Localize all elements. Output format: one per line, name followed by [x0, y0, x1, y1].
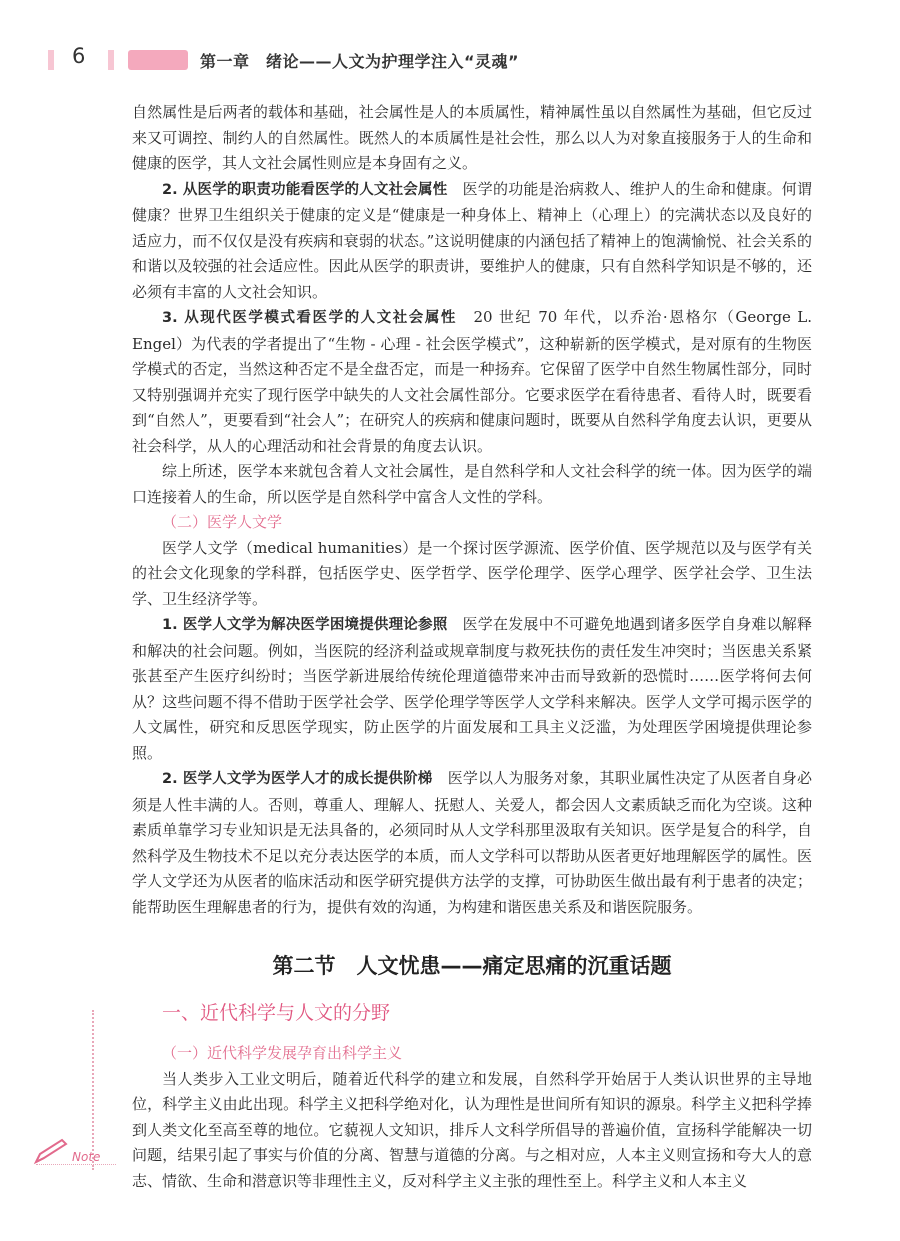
paragraph: 当人类步入工业文明后，随着近代科学的建立和发展，自然科学开始居于人类认识世界的主导地位，科学主义由此出现。科学主义把科学绝对化，认为理性是世间所有知识的源泉。科学主义把科学捧到人类文化至高至尊的地位。它藐视人文知识，排斥人文科学所倡导的普遍价值，宣扬科学能解决一切问题，结果引起了事实与价值的分离、智慧与道德的分离。与之相对应，人本主义则宣扬和夸大人的意志、情欲、生命和潜意识等非理性主义，反对科学主义主张的理性至上。科学主义和人本主义	[132, 1069, 812, 1190]
subsection-title: （二）医学人文学	[162, 513, 283, 531]
paragraph: 医学人文学（medical humanities）是一个探讨医学源流、医学价值、医学规范以及与医学有关的社会文化现象的学科群，包括医学史、医学哲学、医学伦理学、医学心理学、医学社会学、卫生法学、卫生经济学等。	[132, 538, 812, 608]
header-bar-decoration	[128, 50, 188, 70]
page-content	[132, 100, 812, 1194]
paragraph-heading: 2. 从医学的职责功能看医学的人文社会属性	[162, 181, 448, 198]
paragraph-body: 医学以人为服务对象，其职业属性决定了从医者自身必须是人性丰满的人。否则，尊重人、理解人、抚慰人、关爱人，都会因人文素质缺乏而化为空谈。这种素质单靠学习专业知识是无法具备的，必须同时从人文学科那里汲取有关知识。医学是复合的科学，自然科学及生物技术不足以充分表达医学的本质，而人文学科可以帮助从医者更好地理解医学的属性。医学人文学还为从医者的临床活动和医学研究提供方法学的支撑，可协助医生做出最有利于患者的决定；能帮助医生理解患者的行为，提供有效的沟通，为构建和谐医患关系及和谐医院服务。	[132, 769, 812, 916]
note-underline	[36, 1164, 116, 1165]
header-bar-decoration	[48, 50, 54, 70]
note-label: Note	[72, 1150, 101, 1164]
pen-icon	[32, 1136, 72, 1166]
margin-dotted-line	[92, 1010, 94, 1170]
paragraph	[132, 305, 812, 459]
paragraph-body: 医学的功能是治病救人、维护人的生命和健康。何谓健康？世界卫生组织关于健康的定义是“健康是一种身体上、精神上（心理上）的完满状态以及良好的适应力，而不仅仅是没有疾病和衰弱的状态。”这说明健康的内涵包括了精神上的饱满愉悦、社会关系的和谐以及较强的社会适应性。因此从医学的职责讲，要维护人的健康，只有自然科学知识是不够的，还必须有丰富的人文社会知识。	[132, 179, 812, 301]
paragraph-heading: 2. 医学人文学为医学人才的成长提供阶梯	[162, 771, 433, 787]
paragraph	[132, 766, 812, 920]
paragraph	[132, 177, 812, 306]
chapter-title: 第一章 绪论——人文为护理学注入“灵魂”	[200, 52, 520, 71]
subsection-title: （一）近代科学发展孕育出科学主义	[162, 1044, 403, 1062]
paragraph-heading: 3. 从现代医学模式看医学的人文社会属性	[162, 310, 457, 326]
section-title: 第二节 人文忧患——痛定思痛的沉重话题	[272, 954, 672, 978]
paragraph: 自然属性是后两者的载体和基础，社会属性是人的本质属性，精神属性虽以自然属性为基础，但它反过来又可调控、制约人的自然属性。既然人的本质属性是社会性，那么以人为对象直接服务于人的生命和健康的医学，其人文社会属性则应是本身固有之义。	[132, 103, 812, 172]
heading-level1: 一、近代科学与人文的分野	[162, 1002, 391, 1024]
page-number: 6	[72, 44, 86, 68]
paragraph: 综上所述，医学本来就包含着人文社会属性，是自然科学和人文社会科学的统一体。因为医学的端口连接着人的生命，所以医学是自然科学中富含人文性的学科。	[132, 462, 812, 506]
page-header	[0, 0, 900, 100]
paragraph-body: 医学在发展中不可避免地遇到诸多医学自身难以解释和解决的社会问题。例如，当医院的经济利益或规章制度与救死扶伤的责任发生冲突时；当医患关系紧张甚至产生医疗纠纷时；当医学新进展给传统伦理道德带来冲击而导致新的恐慌时……医学将何去何从？这些问题不得不借助于医学社会学、医学伦理学等医学人文学科来解决。医学人文学可揭示医学的人文属性，研究和反思医学现实，防止医学的片面发展和工具主义泛滥，为处理医学困境提供理论参照。	[132, 615, 812, 762]
header-bar-decoration	[108, 50, 114, 70]
paragraph	[132, 612, 812, 766]
paragraph-heading: 1. 医学人文学为解决医学困境提供理论参照	[162, 617, 448, 633]
paragraph-body: 20 世纪 70 年代，以乔治·恩格尔（George L. Engel）为代表的学者提出了“生物 - 心理 - 社会医学模式”，这种崭新的医学模式，是对原有的生物医学模式的否定，当然这种否定不是全盘否定，而是一种扬弃。它保留了医学中自然生物属性部分，同时又特别强调并充实了现行医学中缺失的人文社会属性部分。它要求医学在看待患者、看待人时，既要看到“自然人”，更要看到“社会人”；在研究人的疾病和健康问题时，既要从自然科学角度去认识，更要从社会科学，从人的心理活动和社会背景的角度去认识。	[132, 308, 812, 455]
